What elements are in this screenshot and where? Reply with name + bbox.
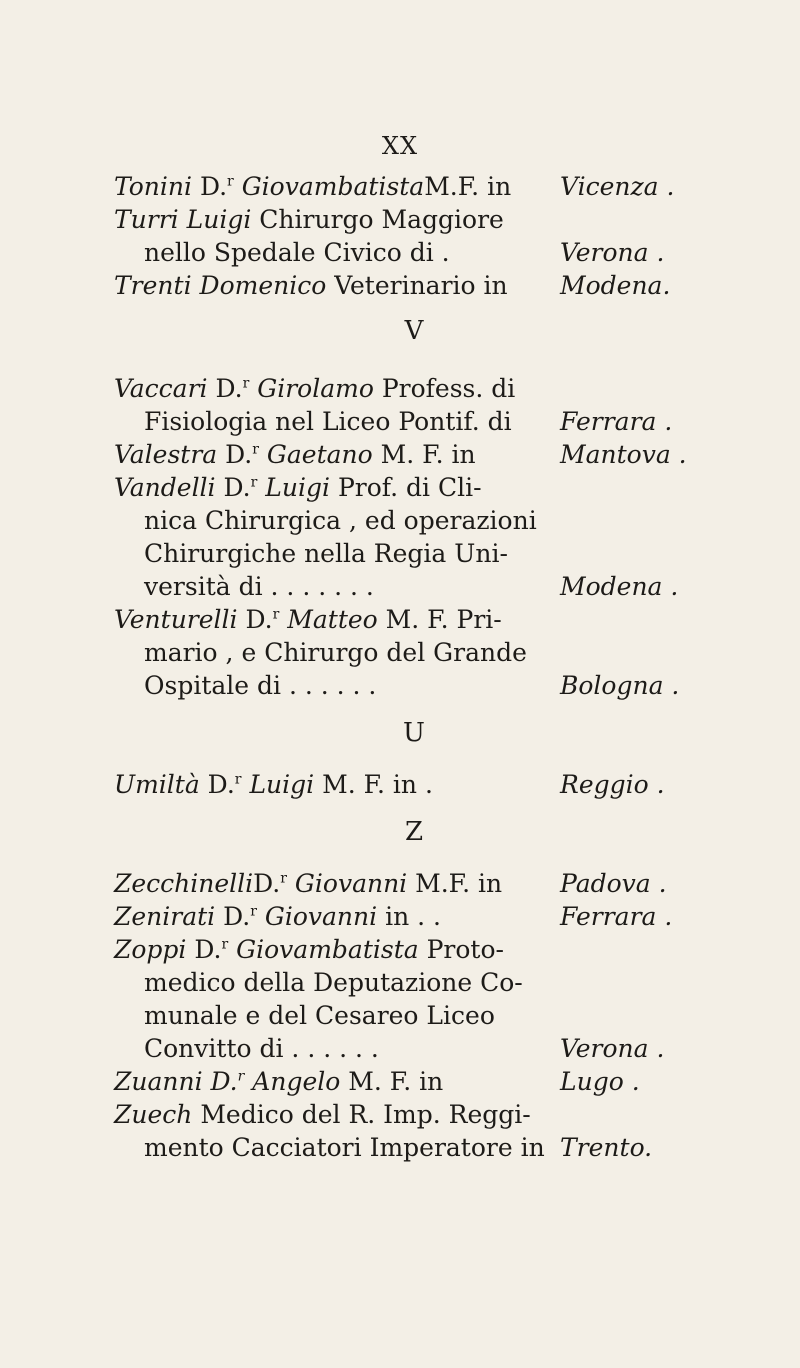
entry-zoppi-cont [114,999,754,1032]
entry-first-name: Luigi [249,770,315,799]
entry-description: Prof. di Cli- [337,473,482,502]
entry-city: Vicenza . [560,172,675,201]
entry-surname: Vaccari [114,374,208,403]
entry-surname: Venturelli [114,605,238,634]
entry-city: Ferrara . [560,902,673,931]
entry-description: Fisiologia nel Liceo Pontif. di [144,407,512,436]
entry-city: Modena. [560,271,671,300]
entry-city: Padova . [560,869,667,898]
entry-description: M. F. in [348,1067,444,1096]
entry-first-name: Luigi [265,473,330,502]
entry-turri-cont [114,236,754,269]
entry-description: Chirurgiche nella Regia Uni- [144,539,508,568]
entry-surname: Zuanni [114,1067,203,1096]
entry-valestra [114,438,754,471]
entry-description: M. F. Pri- [385,605,502,634]
section-letter: V [404,316,424,346]
entry-list [114,170,754,1164]
entry-first-name: Giovanni [264,902,378,931]
entry-description: Profess. di [381,374,516,403]
section-letter: Z [404,817,424,847]
entry-description: M. F. in [380,440,476,469]
entry-first-name: Angelo [252,1067,341,1096]
section-v-heading [114,302,754,372]
entry-first-name: Domenico [199,271,327,300]
entry-description: munale e del Cesareo Liceo [144,1001,495,1030]
entry-title: D.$^r$ [207,770,242,799]
entry-vandelli-cont [114,570,754,603]
page-number: XX [381,132,419,160]
entry-suffix: M.F. in [424,172,512,201]
entry-zecchinelli [114,867,754,900]
entry-description: Proto- [426,935,504,964]
entry-zenirati [114,900,754,933]
entry-description: mario , e Chirurgo del Grande [144,638,527,667]
entry-city: Verona . [560,1034,665,1063]
entry-description: nica Chirurgica , ed operazioni [144,506,537,535]
entry-vandelli-cont [114,537,754,570]
entry-city: Reggio . [560,770,665,799]
entry-description: Medico del R. Imp. Reggi- [200,1100,531,1129]
entry-first-name: Matteo [287,605,378,634]
entry-first-name: Giovanni [294,869,408,898]
entry-description: Ospitale di . . . . . . [144,671,377,700]
section-u-heading [114,702,754,768]
entry-description: Chirurgo Maggiore [259,205,504,234]
entry-first-name: Giovambatista [236,935,419,964]
entry-venturelli-cont [114,636,754,669]
entry-description: M.F. in [415,869,503,898]
entry-title: D.$^r$ [215,374,250,403]
entry-vandelli-cont [114,504,754,537]
entry-first-name: Gaetano [266,440,373,469]
entry-description: Veterinario in [334,271,508,300]
entry-surname: Valestra [114,440,218,469]
entry-title: D.$^r$ [253,869,287,898]
entry-description: mento Cacciatori Imperatore in [144,1133,545,1162]
entry-tonini [114,170,754,203]
entry-turri [114,203,754,236]
entry-zoppi-cont [114,966,754,999]
entry-city: Lugo . [560,1067,640,1096]
entry-city: Ferrara . [560,407,673,436]
entry-vaccari-cont [114,405,754,438]
entry-title: D.$^r$ [245,605,280,634]
entry-surname: Zenirati [114,902,216,931]
entry-zuech [114,1098,754,1131]
entry-title: D.$^r$ [223,473,258,502]
entry-surname: Zoppi [114,935,187,964]
section-z-heading [114,801,754,867]
entry-description: medico della Deputazione Co- [144,968,523,997]
entry-title: D.$^r$ [199,172,234,201]
entry-venturelli [114,603,754,636]
entry-surname: Tonini [114,172,192,201]
section-letter: U [403,718,425,748]
entry-vandelli [114,471,754,504]
entry-first-name: Girolamo [257,374,374,403]
entry-city: Bologna . [560,671,680,700]
entry-title: D.$^r$ [194,935,229,964]
entry-title: D.$^r$ [210,1067,245,1096]
entry-description: in . . [385,902,441,931]
entry-title: D.$^r$ [223,902,257,931]
entry-surname: Umiltà [114,770,200,799]
entry-zoppi-cont [114,1032,754,1065]
entry-venturelli-cont [114,669,754,702]
entry-surname: Zuech [114,1100,193,1129]
entry-vaccari [114,372,754,405]
entry-trenti [114,269,754,302]
entry-surname: Vandelli [114,473,216,502]
entry-surname: Zecchinelli [114,869,254,898]
entry-city: Modena . [560,572,679,601]
entry-surname: Turri [114,205,179,234]
entry-umilta [114,768,754,801]
entry-description: nello Spedale Civico di . [144,238,450,267]
entry-description: M. F. in . [322,770,433,799]
entry-surname: Trenti [114,271,192,300]
entry-description: Convitto di . . . . . . [144,1034,379,1063]
entry-city: Mantova . [560,440,687,469]
entry-zoppi [114,933,754,966]
entry-zuech-cont [114,1131,754,1164]
entry-city: Verona . [560,238,665,267]
entry-first-name: Giovambatista [241,172,425,201]
entry-zuanni [114,1065,754,1098]
entry-first-name: Luigi [186,205,252,234]
entry-description: versità di . . . . . . . [144,572,374,601]
entry-city: Trento. [560,1133,653,1162]
entry-title: D.$^r$ [225,440,259,469]
